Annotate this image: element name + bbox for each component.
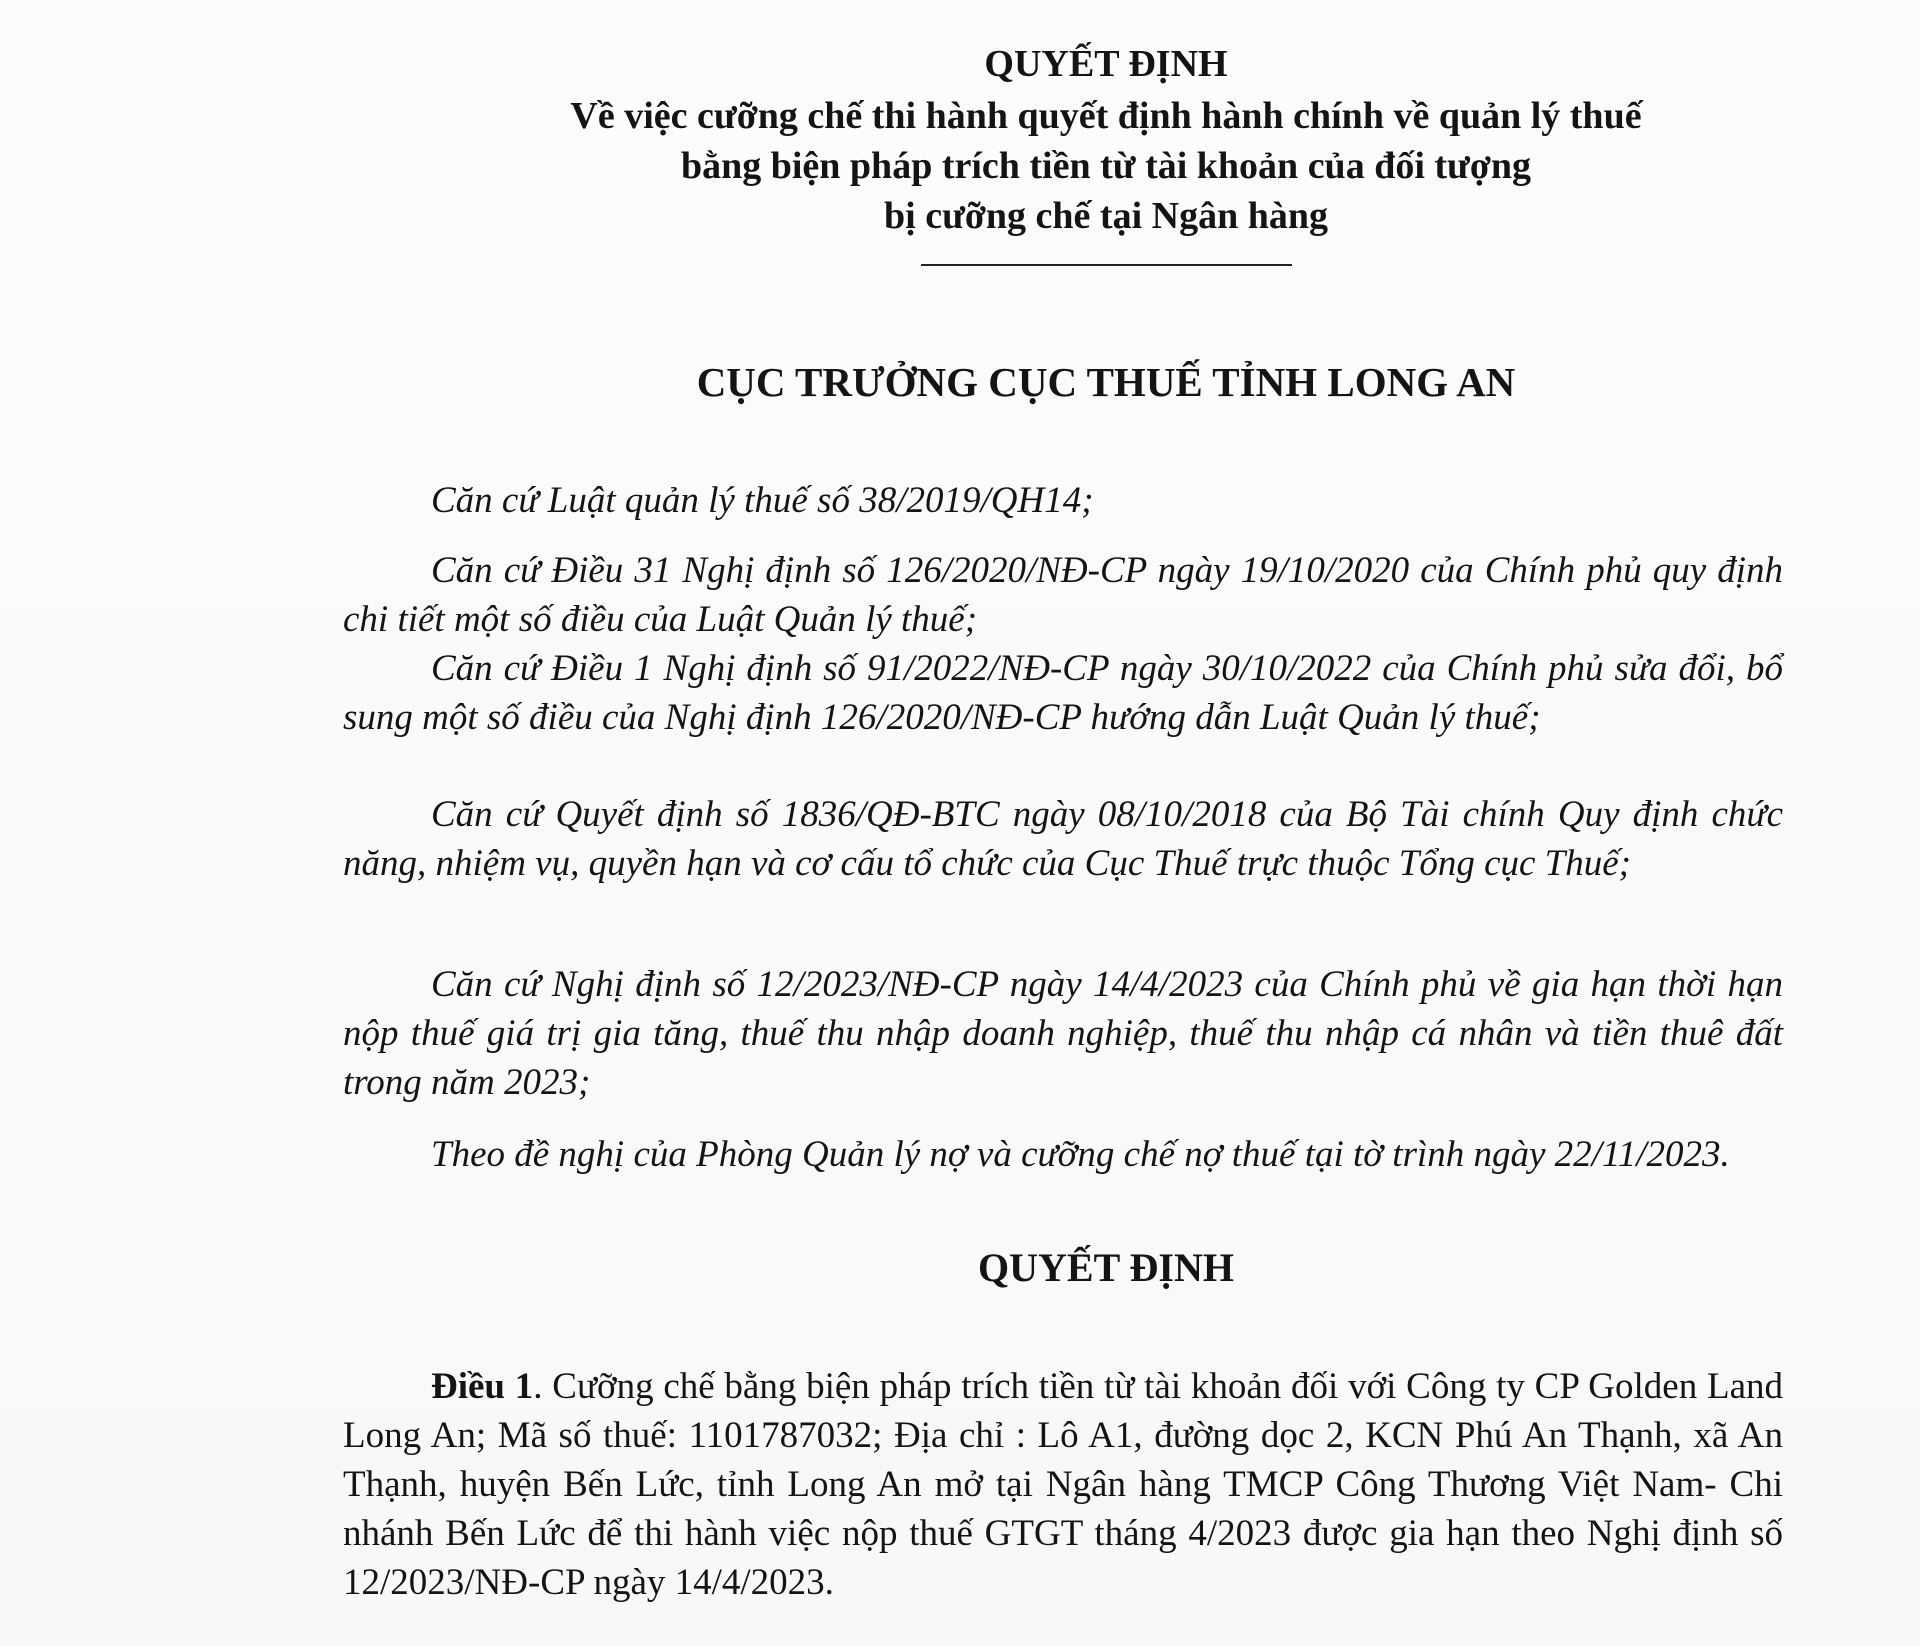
document-title: QUYẾT ĐỊNH — [984, 43, 1228, 85]
subtitle-line-3: bị cưỡng chế tại Ngân hàng — [884, 195, 1328, 237]
issuing-authority: CỤC TRƯỞNG CỤC THUẾ TỈNH LONG AN — [696, 359, 1516, 405]
legal-basis-5: Căn cứ Nghị định số 12/2023/NĐ-CP ngày 14/4/2023 của Chính phủ về gia hạn thời hạn nộp thuế giá trị gia tăng, thuế thu nhập doanh nghiệp, thuế thu nhập cá nhân và tiền thuê đất trong năm 2023; — [343, 964, 1783, 1103]
subtitle-line-1: Về việc cưỡng chế thi hành quyết định hành chính về quản lý thuế — [570, 95, 1642, 137]
article-1-text: . Cưỡng chế bằng biện pháp trích tiền từ tài khoản đối với Công ty CP Golden Land Long An; Mã số thuế: 1101787032; Địa chỉ : Lô A1, đường dọc 2, KCN Phú An Thạnh, xã An Thạnh, huyện Bến Lức, tỉnh Long An mở tại Ngân hàng TMCP Công Thương Việt Nam- Chi nhánh Bến Lức để thi hành việc nộp thuế GTGT tháng 4/2023 được gia hạn theo Nghị định số 12/2023/NĐ-CP ngày 14/4/2023. — [343, 1366, 1783, 1603]
article-1 — [343, 1362, 1783, 1607]
legal-basis-6: Theo đề nghị của Phòng Quản lý nợ và cưỡng chế nợ thuế tại tờ trình ngày 22/11/2023. — [431, 1134, 1730, 1175]
legal-basis-3: Căn cứ Điều 1 Nghị định số 91/2022/NĐ-CP ngày 30/10/2022 của Chính phủ sửa đổi, bổ sung một số điều của Nghị định 126/2020/NĐ-CP hướng dẫn Luật Quản lý thuế; — [343, 648, 1783, 738]
decision-heading: QUYẾT ĐỊNH — [978, 1245, 1234, 1290]
legal-basis-4: Căn cứ Quyết định số 1836/QĐ-BTC ngày 08/10/2018 của Bộ Tài chính Quy định chức năng, nhiệm vụ, quyền hạn và cơ cấu tổ chức của Cục Thuế trực thuộc Tổng cục Thuế; — [343, 794, 1783, 884]
subtitle-line-2: bằng biện pháp trích tiền từ tài khoản của đối tượng — [680, 145, 1532, 187]
article-1-label: Điều 1 — [431, 1366, 534, 1407]
legal-basis-2: Căn cứ Điều 31 Nghị định số 126/2020/NĐ-CP ngày 19/10/2020 của Chính phủ quy định chi tiết một số điều của Luật Quản lý thuế; — [343, 550, 1783, 640]
title-divider — [921, 264, 1292, 266]
legal-basis-1: Căn cứ Luật quản lý thuế số 38/2019/QH14; — [431, 480, 1094, 521]
